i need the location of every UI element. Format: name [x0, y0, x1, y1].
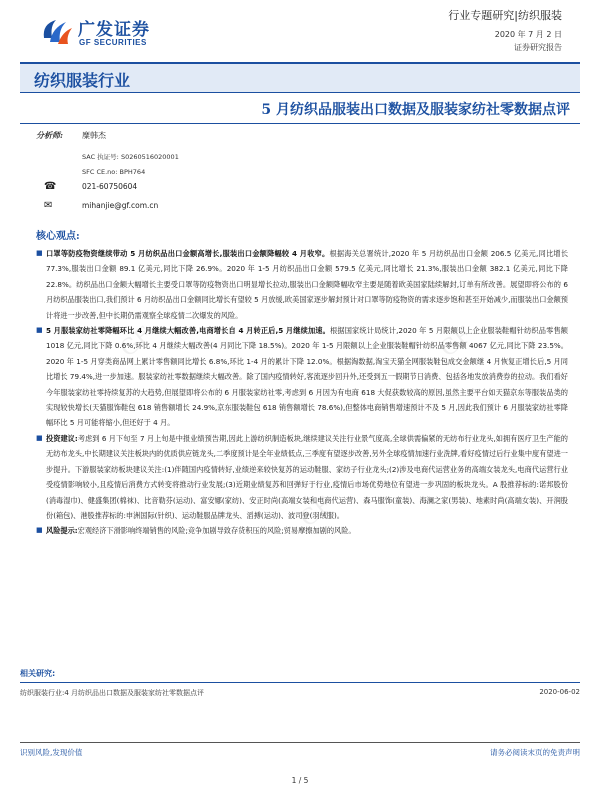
bullet-icon: ■: [36, 326, 43, 335]
bullet-icon: ■: [36, 526, 43, 535]
analyst-phone: 021-60750604: [82, 182, 138, 191]
banner-bottom-line: [20, 123, 580, 124]
viewpoint-text: 根据国家统计局统计,2020 年 5 月限额以上企业服装鞋帽针纺织品零售额 1018 亿元,同比下降 0.6%,环比 4 月继续大幅改善(4 月同比下降 18.5%)。2020 年 1-5 月限额以上企业服装鞋帽针纺织品零售额 4067 亿元,同比下降 23.5%。2020 年 1-5 月穿类商品网上累计零售额同比增长 6.8%,环比 1-4 月的累计下降 12.0%。根据淘数据,淘宝天猫全网服装鞋包成交金额继 4 月恢复正增长后,5 月同比增长 79.4%,进一步加速。服装家纺社零数据继续大幅改善。除了国内疫情转好,客流逐步回升外,还受到五一假期节日消费、包括各地发放消费券的拉动。我们看好今年服装家纺社零持续复苏的大趋势,但展望即将公布的 6 月服装家纺社零,考虑到 6 月因为有电商 618 大促获数较高的原因,虽然主要平台如天猫京东等服装品类的实现较快增长(天猫服饰鞋包 618 销售额增长 24.9%,京东服装鞋包 618 销售额增长 78.6%),但整体电商销售增速预计不及 5 月,因此我们预计 6 月服装家纺社零降幅环比 5 月可能将缩小,但还好于 4 月。: [46, 326, 568, 428]
analyst-sfc: SFC CE.no: BPH764: [82, 168, 146, 176]
page-number: 1 / 5: [291, 776, 309, 785]
related-research: [20, 668, 580, 697]
watermark: GF: [435, 322, 478, 363]
related-item[interactable]: [20, 688, 580, 698]
footer-disclaimer-note: 请务必阅读末页的免责声明: [490, 748, 580, 757]
viewpoint-lead: 风险提示:: [46, 526, 78, 536]
viewpoint-text: 考虑到 6 月下旬至 7 月上旬是中报业绩预告期,因此上游纺织制造板块,继续建议关注行业景气度高,全球供需偏紧的无纺布行业龙头,如拥有医疗卫生产能的无纺布龙头,中长期建议关注板块内的优质供应链龙头,二季度预计是全年业绩低点,三季度有望逐步改善,另外全球疫情加速行业洗牌,看好疫情过后行业集中度有望进一步提升。下游服装家纺板块建议关注:(1)伴随国内疫情转好,业绩逆来较快复苏的运动鞋服、家纺子行业龙头;(2)涉及电商代运营业务的高端女装龙头,电商代运营行业受疫情影响较小,且疫情后消费方式转变将推动行业发展;(3)近期业绩复苏和回弹好于行业,疫情后市场优势地位有望进一步巩固的板块龙头。A 股推荐标的:诺邦股份(消毒湿巾)、健盛集团(棉袜)、比音勒芬(运动)、富安娜(家纺)、安正时尚(高端女装和电商代运营)、森马服饰(童装)、海澜之家(男装)、地素时尚(高端女装)、开润股份(箱包)、港股推荐标的:申洲国际(针织)、运动鞋服品牌龙头、滔搏(运动)、波司登(羽绒服)。: [46, 433, 568, 520]
gf-logo-icon: [40, 16, 74, 46]
analyst-name: 糜韩杰: [82, 131, 106, 140]
viewpoint-text: 宏观经济下滑影响终端销售的风险;竞争加剧导致存货积压的风险;贸易摩擦加剧的风险。: [77, 526, 356, 536]
analyst-info: [36, 130, 336, 220]
viewpoint-lead: 投资建议:: [46, 433, 78, 443]
viewpoint-paragraph: [36, 431, 568, 523]
header-meta: [448, 8, 562, 54]
related-divider: [20, 682, 580, 683]
title-banner: [20, 62, 580, 124]
viewpoint-lead: 口罩等防疫物资继续带动 5 月纺织品出口金额高增长,服装出口金额降幅较 4 月收窄。: [46, 249, 330, 258]
industry-bar: [20, 62, 580, 92]
related-item-date: 2020-06-02: [539, 688, 580, 696]
gf-securities-logo: [40, 14, 170, 52]
page-footer: [20, 742, 580, 758]
related-heading: 相关研究:: [20, 669, 56, 678]
phone-icon: ☎: [44, 181, 57, 192]
logo-text-en: GF SECURITIES: [79, 38, 147, 47]
viewpoint-paragraph: [36, 246, 568, 323]
bullet-icon: ■: [36, 433, 43, 442]
related-item-title[interactable]: 纺织服装行业:4 月纺织品出口数据及服装家纺社零数据点评: [20, 689, 205, 697]
report-type: 证券研究报告: [514, 43, 562, 52]
viewpoint-paragraph: [36, 323, 568, 431]
viewpoint-text: 根据海关总署统计,2020 年 5 月纺织品出口金额 206.5 亿美元,同比增长 77.3%,服装出口金额 89.1 亿美元,同比下降 26.9%。2020 年 1-5 月纺织品出口金额 579.5 亿美元,同比增长 21.3%,服装出口金额 382.1 亿美元,同比下降 22.8%。纺织品出口金额大幅增长主要受口罩等防疫物资出口明显增长拉动,服装出口金额降幅收窄主要是随着欧美国家陆续解封,订单有所改善。展望即将公布的 6 月纺织品服装出口,我们预计 6 月纺织品出口金额同比增长有望较 5 月放缓,欧美国家逐步解封预计对口罩等防疫物资的需求逐步饱和甚至开始减少,而服装出口金额预计将进一步改善,但中长期仍需观察全球疫情二次爆发的风险。: [46, 249, 569, 320]
core-viewpoints-heading: 核心观点:: [36, 231, 80, 242]
bullet-icon: ■: [36, 249, 43, 257]
watermark: GF: [295, 492, 338, 533]
analyst-email[interactable]: mihanjie@gf.com.cn: [82, 201, 159, 210]
report-date: 2020 年 7 月 2 日: [494, 30, 562, 39]
analyst-label: 分析师:: [36, 130, 63, 140]
banner-divider: [20, 92, 580, 93]
footer-slogan: 识别风险,发现价值: [20, 748, 83, 757]
viewpoint-paragraph: [36, 523, 568, 538]
watermark: GF: [115, 322, 158, 363]
logo-text-cn: 广发证券: [78, 20, 150, 40]
email-icon: ✉: [44, 200, 53, 211]
viewpoint-lead: 5 月服装家纺社零降幅环比 4 月继续大幅改善,电商增长自 4 月转正后,5 月继续加速。: [46, 326, 330, 336]
page-header: [0, 0, 600, 58]
report-title: 5 月纺织品服装出口数据及服装家纺社零数据点评: [261, 102, 570, 118]
analyst-sac: SAC 执证号: S0260516020001: [82, 153, 179, 161]
industry-name: 纺织服装行业: [34, 71, 131, 90]
report-category: 行业专题研究|纺织服装: [448, 9, 562, 22]
core-viewpoints-body: [36, 246, 568, 539]
